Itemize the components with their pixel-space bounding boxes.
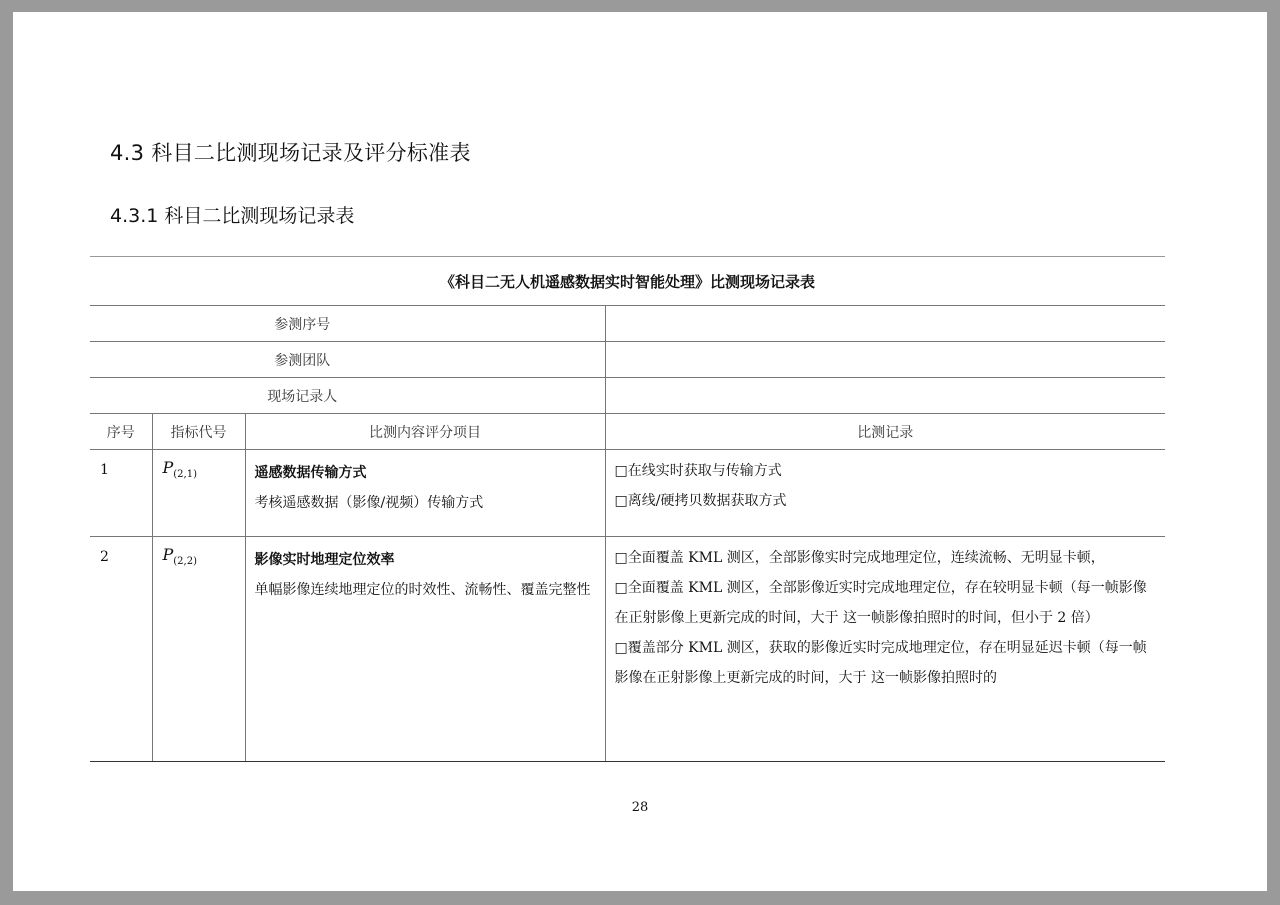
meta-value — [605, 306, 1165, 342]
checkbox-option[interactable]: □全面覆盖 KML 测区，全部影像近实时完成地理定位，存在较明显卡顿（每一帧影像在正射影像上更新完成的时间，大于 这一帧影像拍照时的时间，但小于 2 倍） — [614, 580, 1147, 626]
item-title: 影像实时地理定位效率 — [254, 552, 395, 568]
table-row — [90, 537, 1165, 762]
item-title: 遥感数据传输方式 — [254, 465, 367, 481]
evaluation-item — [245, 537, 605, 762]
record-table — [90, 256, 1165, 762]
evaluation-item — [245, 450, 605, 537]
column-header: 序号 — [90, 414, 152, 450]
record-options — [605, 450, 1165, 537]
meta-label: 现场记录人 — [90, 378, 605, 414]
indicator-code: $P_{(2,2)}$ — [152, 537, 245, 762]
item-description: 单幅影像连续地理定位的时效性、流畅性、覆盖完整性 — [254, 582, 591, 598]
row-number: 1 — [90, 450, 152, 537]
item-description: 考核遥感数据（影像/视频）传输方式 — [254, 495, 484, 511]
table-row — [90, 450, 1165, 537]
indicator-code: $P_{(2,1)}$ — [152, 450, 245, 537]
meta-value — [605, 378, 1165, 414]
subsection-heading: 4.3.1 科目二比测现场记录表 — [110, 205, 355, 227]
record-options — [605, 537, 1165, 762]
document-page — [13, 12, 1267, 891]
table-title: 《科目二无人机遥感数据实时智能处理》比测现场记录表 — [90, 257, 1165, 306]
column-header: 比测内容评分项目 — [245, 414, 605, 450]
checkbox-option[interactable]: □离线/硬拷贝数据获取方式 — [614, 493, 787, 509]
column-header: 比测记录 — [605, 414, 1165, 450]
meta-value — [605, 342, 1165, 378]
page-number: 28 — [631, 800, 649, 815]
checkbox-option[interactable]: □全面覆盖 KML 测区，全部影像实时完成地理定位，连续流畅、无明显卡顿， — [614, 550, 1105, 566]
checkbox-option[interactable]: □覆盖部分 KML 测区，获取的影像近实时完成地理定位，存在明显延迟卡顿（每一帧影像在正射影像上更新完成的时间，大于 这一帧影像拍照时的 — [614, 640, 1147, 686]
checkbox-option[interactable]: □在线实时获取与传输方式 — [614, 463, 782, 479]
row-number: 2 — [90, 537, 152, 762]
meta-label: 参测团队 — [90, 342, 605, 378]
section-heading: 4.3 科目二比测现场记录及评分标准表 — [110, 141, 471, 165]
meta-label: 参测序号 — [90, 306, 605, 342]
column-header: 指标代号 — [152, 414, 245, 450]
